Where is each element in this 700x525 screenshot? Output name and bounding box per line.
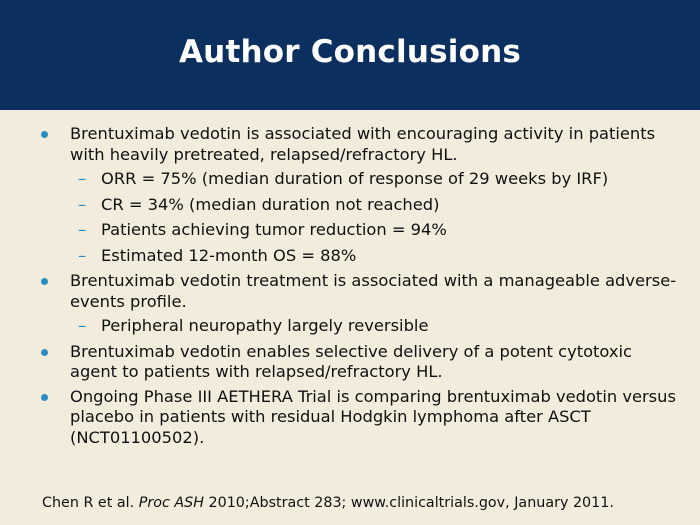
sub-bullet-text: CR = 34% (median duration not reached)	[101, 194, 440, 214]
dash-icon: –	[78, 245, 87, 265]
sub-bullet-item	[0, 220, 691, 241]
dash-icon: –	[78, 194, 87, 214]
bullet-item	[0, 124, 680, 165]
sub-bullet-item	[0, 195, 691, 216]
dash-icon: –	[78, 316, 87, 335]
dash-icon: –	[78, 220, 87, 239]
dash-icon: –	[78, 169, 87, 188]
bullet-text: Brentuximab vedotin treatment is associated with a manageable adverse-events profile.	[70, 271, 677, 311]
sub-bullet-item	[0, 169, 691, 190]
sub-bullet-item	[0, 316, 691, 337]
bullet-item	[0, 387, 680, 449]
bullet-text: Ongoing Phase III AETHERA Trial is comparing brentuximab vedotin versus placebo in patients with residual Hodgkin lymphoma after ASCT (NCT01100502).	[70, 386, 676, 447]
bullet-text: Brentuximab vedotin is associated with encouraging activity in patients with heavily pretreated, relapsed/refractory HL.	[70, 124, 656, 164]
bullet-dot-icon	[41, 131, 48, 138]
sub-bullet-item	[0, 246, 691, 267]
bullet-dot-icon	[41, 394, 48, 401]
slide-title: Author Conclusions	[178, 34, 521, 70]
citation-suffix: 2010;Abstract 283; www.clinicaltrials.gov, January 2011.	[203, 495, 614, 511]
bullet-dot-icon	[41, 278, 48, 285]
sub-bullet-text: ORR = 75% (median duration of response of 29 weeks by IRF)	[101, 169, 609, 188]
bullet-item	[0, 271, 680, 312]
sub-bullet-text: Patients achieving tumor reduction = 94%	[101, 220, 447, 239]
sub-bullet-text: Estimated 12-month OS = 88%	[101, 245, 357, 265]
sub-bullet-text: Peripheral neuropathy largely reversible	[101, 316, 429, 335]
bullet-item	[0, 342, 680, 383]
conclusions-list	[0, 124, 700, 452]
citation-footer	[42, 495, 614, 511]
title-banner	[0, 0, 700, 110]
citation-prefix: Chen R et al.	[42, 495, 139, 511]
bullet-dot-icon	[41, 349, 48, 356]
citation-journal: Proc ASH	[138, 495, 204, 511]
bullet-text: Brentuximab vedotin enables selective delivery of a potent cytotoxic agent to patients with relapsed/refractory HL.	[70, 341, 633, 381]
